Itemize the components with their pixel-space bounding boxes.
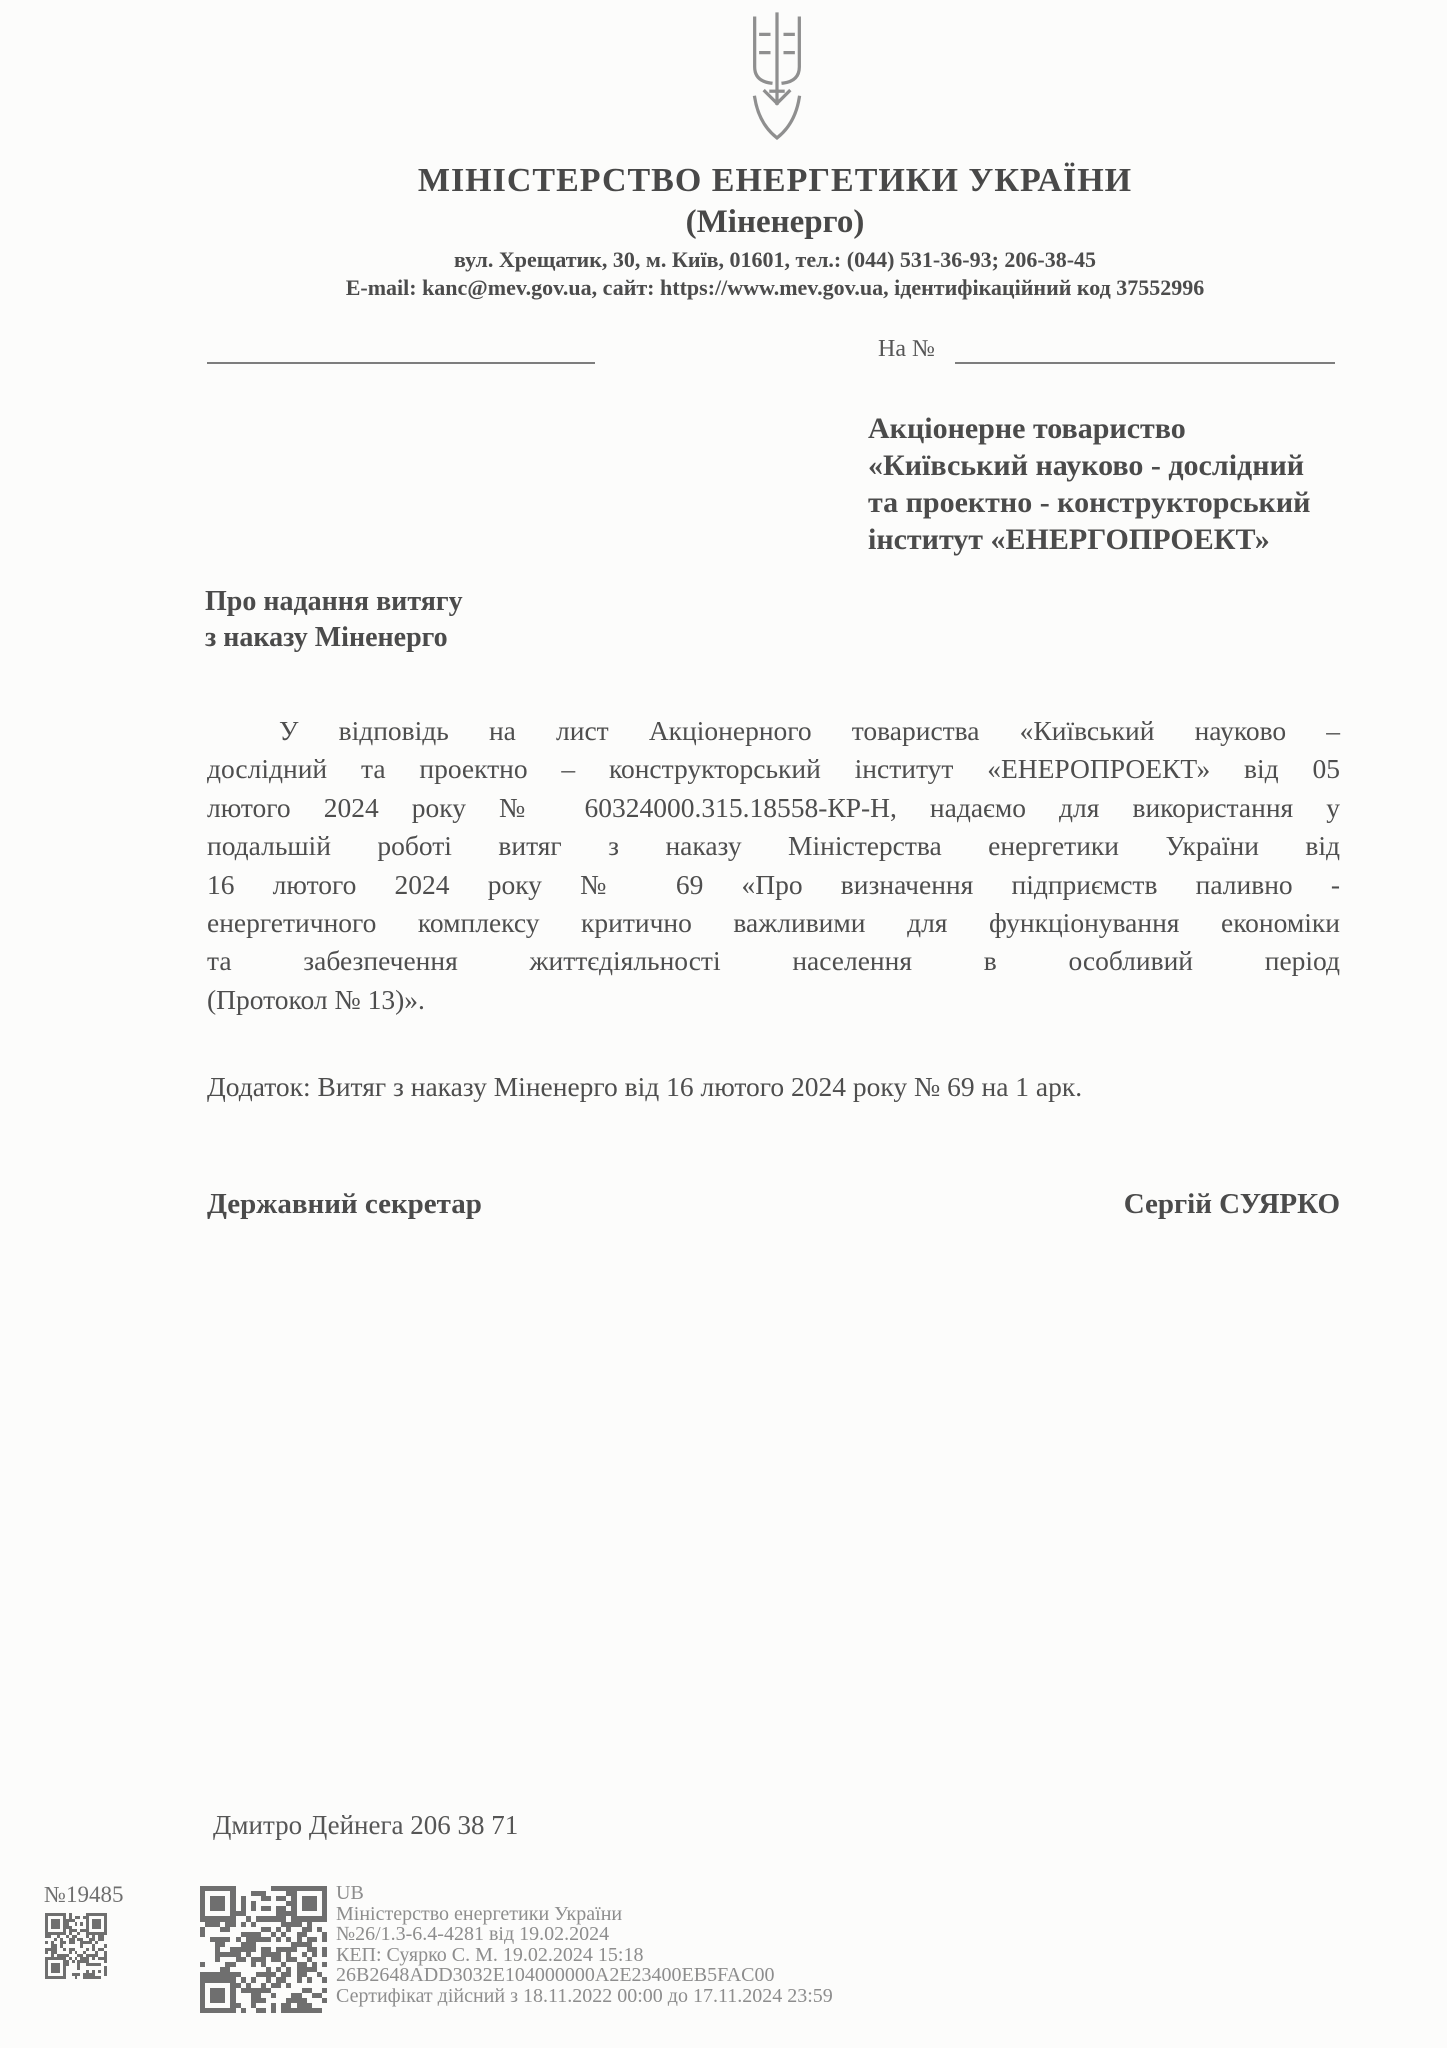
attachment-line: Додаток: Витяг з наказу Міненерго від 16 лютого 2024 року № 69 на 1 арк.: [207, 1071, 1083, 1102]
registration-number: №19485: [44, 1882, 124, 1907]
ministry-short-name: (Міненерго): [685, 204, 865, 240]
body-line: 16 лютого 2024 року № 69 «Про визначення підприємств паливно -: [207, 868, 1340, 900]
na-no-label: На №: [878, 336, 935, 362]
signer-name: Сергій СУЯРКО: [1123, 1188, 1340, 1220]
ministry-address: вул. Хрещатик, 30, м. Київ, 01601, тел.: (044) 531-36-93; 206-38-45: [453, 247, 1097, 272]
trident-icon: [724, 10, 830, 144]
ministry-name: МІНІСТЕРСТВО ЕНЕРГЕТИКИ УКРАЇНИ: [417, 162, 1133, 199]
stamp-line: Міністерство енергетики України: [336, 1902, 623, 1925]
qr-code-signature: [200, 1886, 327, 2013]
body-line: (Протокол № 13)».: [207, 983, 425, 1015]
incoming-number-blank-line: [955, 338, 1335, 364]
body-line: У відповідь на лист Акціонерного товариства «Київський науково –: [279, 715, 1340, 746]
letterhead: [175, 160, 1375, 302]
stamp-line: UB: [336, 1882, 364, 1904]
body-paragraph: [207, 712, 1340, 1019]
ukraine-trident-emblem: [724, 10, 830, 144]
recipient-line: та проектно - конструкторський: [868, 486, 1311, 519]
qr-code-small: [45, 1913, 107, 1979]
body-line: подальшій роботі витяг з наказу Міністерства енергетики України від: [207, 830, 1340, 862]
signer-position: Державний секретар: [207, 1188, 482, 1220]
ministry-contacts: E-mail: kanc@mev.gov.ua, сайт: https://www.mev.gov.ua, ідентифікаційний код 37552996: [345, 275, 1205, 300]
recipient-line: «Київський науково - дослідний: [868, 449, 1305, 482]
stamp-line: №26/1.3-6.4-4281 від 19.02.2024: [336, 1923, 610, 1945]
body-line: дослідний та проектно – конструкторський інститут «ЕНЕРОПРОЕКТ» від 05: [207, 753, 1340, 785]
subject-line: з наказу Міненерго: [205, 622, 448, 653]
recipient-line: інститут «ЕНЕРГОПРОЕКТ»: [868, 523, 1270, 556]
e-signature-stamp: [336, 1883, 833, 2006]
executor-contact: Дмитро Дейнега 206 38 71: [213, 1810, 519, 1840]
stamp-line: Сертифікат дійсний з 18.11.2022 00:00 до 17.11.2024 23:59: [336, 1984, 833, 2007]
body-line: енергетичного комплексу критично важливими для функціонування економіки: [207, 907, 1340, 939]
stamp-line: 26B2648ADD3032E104000000A2E23400EB5FAC00: [336, 1964, 775, 1986]
subject-block: [205, 584, 463, 656]
outgoing-number-blank-line: [207, 338, 595, 364]
stamp-line: КЕП: Суярко С. М. 19.02.2024 15:18: [336, 1943, 644, 1966]
subject-line: Про надання витягу: [205, 586, 463, 617]
recipient-block: [868, 410, 1368, 558]
body-line: лютого 2024 року № 60324000.315.18558-КР-Н, надаємо для використання у: [207, 791, 1340, 823]
body-line: та забезпечення життєдіяльності населення в особливий період: [207, 945, 1340, 977]
recipient-line: Акціонерне товариство: [868, 412, 1186, 445]
